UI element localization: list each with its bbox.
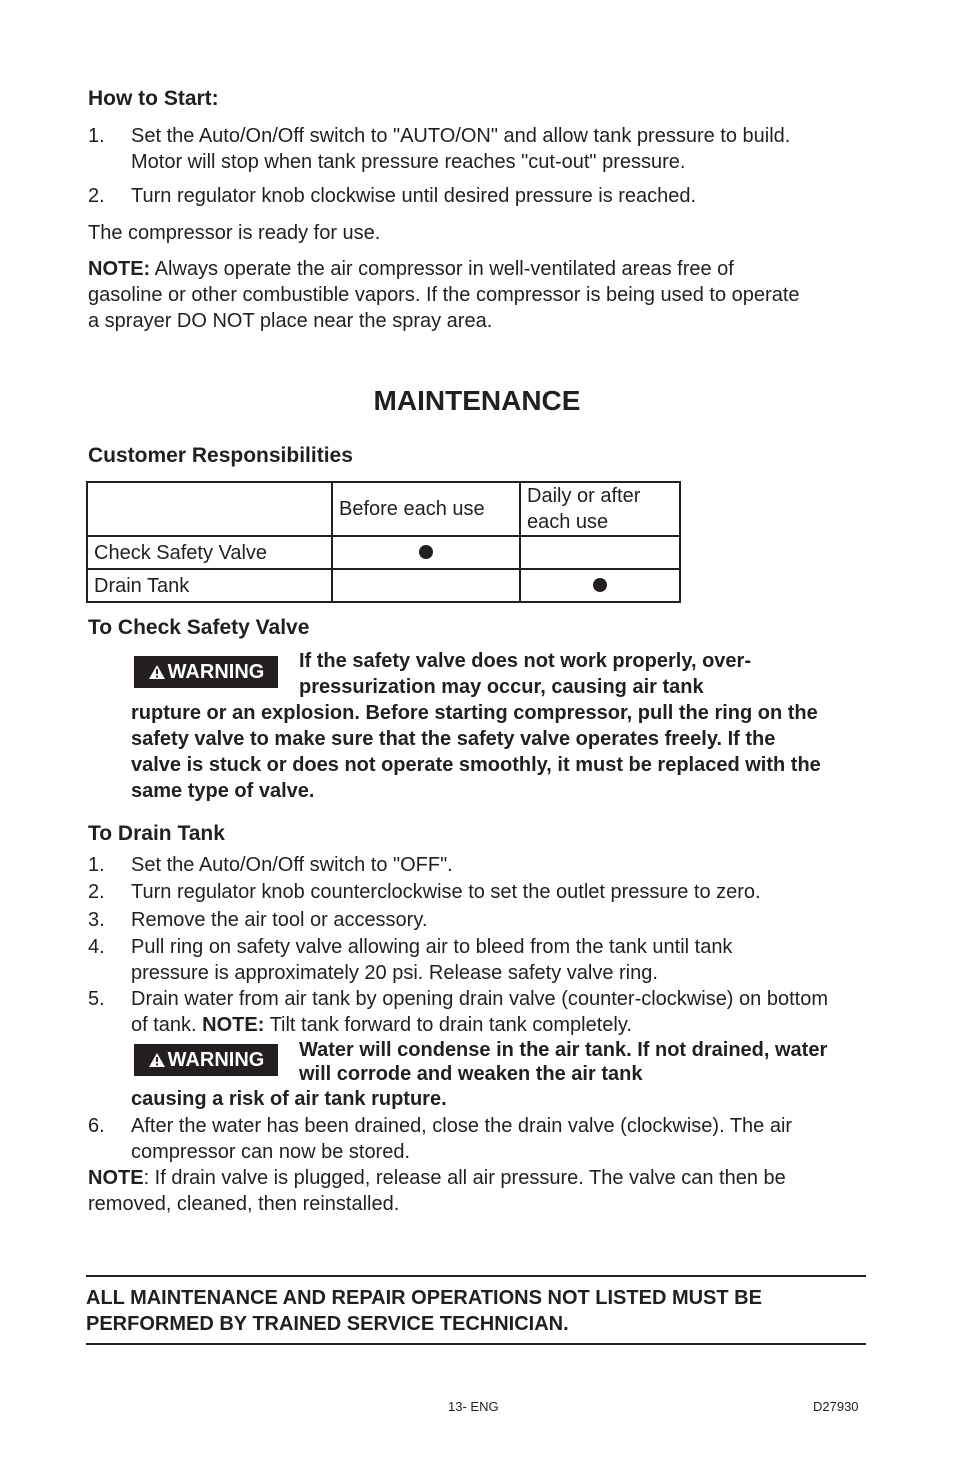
table-header-row [87, 482, 680, 536]
before-use-cell [332, 569, 520, 602]
drain-step-1-text: Set the Auto/On/Off switch to "OFF". [131, 854, 453, 876]
drain-note-text: : If drain valve is plugged, release all air pressure. The valve can then be removed, cleaned, then reinstalled. [88, 1167, 786, 1215]
drain-step-5-body: Drain water from air tank by opening drain valve (counter-clockwise) on bottom of tank. [131, 988, 828, 1036]
callout-top-rule [86, 1275, 866, 1277]
maintenance-callout: ALL MAINTENANCE AND REPAIR OPERATIONS NOT LISTED MUST BE PERFORMED BY TRAINED SERVICE TECHNICIAN. [86, 1287, 762, 1335]
warning-triangle-icon [148, 1052, 166, 1068]
task-cell: Drain Tank [87, 569, 332, 602]
how-to-start-heading: How to Start: [88, 87, 219, 110]
drain-warning-text: causing a risk of air tank rupture. [131, 1088, 447, 1110]
warning-label: WARNING [167, 1049, 265, 1071]
table-header-cell: Daily or after each use [520, 482, 680, 536]
callout-bottom-rule [86, 1343, 866, 1345]
checkmark-dot-icon [419, 545, 433, 559]
drain-step-6-text: After the water has been drained, close the drain valve (clockwise). The air compressor can now be stored. [131, 1115, 793, 1163]
checkmark-dot-icon [593, 578, 607, 592]
start-note [88, 256, 808, 334]
page-number: 13- ENG [448, 1399, 499, 1414]
drain-step-6-number: 6. [88, 1115, 105, 1137]
start-step-2-number: 2. [88, 185, 105, 207]
drain-step-2-text: Turn regulator knob counterclockwise to set the outlet pressure to zero. [131, 881, 761, 903]
warning-badge [134, 656, 278, 688]
start-step-1-text: Set the Auto/On/Off switch to "AUTO/ON" and allow tank pressure to build. Motor will stop when tank pressure reaches "cut-out" pressure. [131, 125, 791, 173]
safety-warning-lead: If the safety valve does not work properly, over-pressurization may occur, causing air tank [299, 650, 751, 698]
task-cell: Check Safety Valve [87, 536, 332, 569]
check-safety-valve-heading: To Check Safety Valve [88, 616, 310, 639]
drain-note [88, 1165, 868, 1217]
table-row [87, 536, 680, 569]
start-step-2-text: Turn regulator knob clockwise until desired pressure is reached. [131, 185, 697, 207]
ready-text: The compressor is ready for use. [88, 222, 381, 244]
warning-triangle-icon [148, 664, 166, 680]
drain-step-4-text: Pull ring on safety valve allowing air to bleed from the tank until tank pressure is approximately 20 psi. Release safety valve ring. [131, 936, 733, 984]
drain-step-5-text [131, 986, 831, 1038]
daily-cell [520, 569, 680, 602]
drain-step-2-number: 2. [88, 881, 105, 903]
table-row [87, 569, 680, 602]
document-number: D27930 [813, 1399, 859, 1414]
drain-step-5-note-label: NOTE: [202, 1014, 265, 1036]
start-note-text: Always operate the air compressor in well-ventilated areas free of gasoline or other combustible vapors. If the compressor is being used to operate a sprayer DO NOT place near the spray area. [88, 258, 800, 332]
maintenance-title: MAINTENANCE [373, 385, 581, 416]
safety-warning-text: rupture or an explosion. Before starting compressor, pull the ring on the safety valve to make sure that the safety valve operates freely. If the valve is stuck or does not operate smoothly, it must be replaced with the same type of valve. [131, 702, 821, 802]
drain-step-5-number: 5. [88, 988, 105, 1010]
before-use-cell [332, 536, 520, 569]
table-header-cell [87, 482, 332, 536]
drain-note-label: NOTE [88, 1167, 144, 1189]
customer-responsibilities-heading: Customer Responsibilities [88, 444, 353, 467]
warning-badge [134, 1044, 278, 1076]
drain-step-4-number: 4. [88, 936, 105, 958]
table-header-cell: Before each use [332, 482, 520, 536]
drain-step-3-number: 3. [88, 909, 105, 931]
start-step-1-number: 1. [88, 125, 105, 147]
drain-warning-lead: Water will condense in the air tank. If not drained, water will corrode and weaken the air tank [299, 1039, 828, 1085]
responsibilities-table [86, 481, 681, 603]
daily-cell [520, 536, 680, 569]
drain-tank-heading: To Drain Tank [88, 822, 225, 845]
drain-step-1-number: 1. [88, 854, 105, 876]
warning-label: WARNING [167, 661, 265, 683]
start-note-label: NOTE: [88, 258, 151, 280]
drain-step-5-note-text: Tilt tank forward to drain tank completely. [264, 1014, 632, 1036]
drain-step-3-text: Remove the air tool or accessory. [131, 909, 428, 931]
